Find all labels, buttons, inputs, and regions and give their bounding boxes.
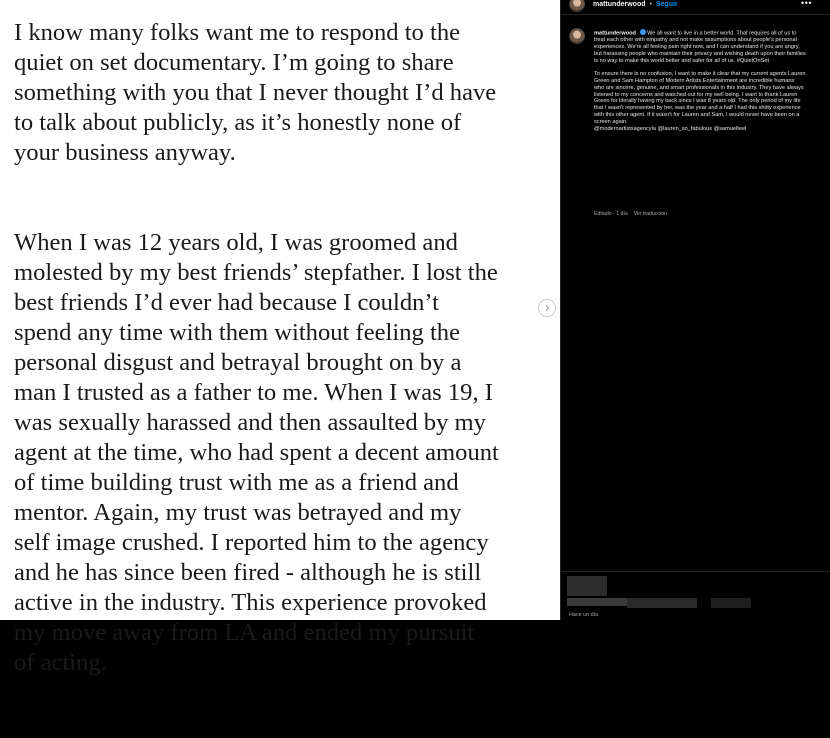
post-text: [14, 0, 554, 738]
caption-mentions[interactable]: @modernartistsagencyla @lauren_so_fabulous @samuelteel: [594, 125, 747, 132]
blurred-likes-3: [711, 598, 751, 608]
avatar[interactable]: [569, 0, 585, 12]
caption-paragraph-1: [594, 29, 806, 64]
caption-username[interactable]: mattunderwood: [594, 30, 636, 37]
caption-meta: [594, 211, 667, 217]
post-time: Hace un día: [569, 612, 599, 618]
verified-badge-icon: [640, 29, 646, 35]
follow-button[interactable]: Seguir: [655, 1, 678, 8]
chevron-right-icon: [543, 304, 551, 312]
blurred-action-bar: [567, 576, 607, 596]
header-divider: [561, 14, 830, 15]
blurred-likes: [567, 598, 627, 606]
more-horizontal-icon[interactable]: •••: [801, 0, 812, 8]
post-paragraph-2: When I was 12 years old, I was groomed and molested by my best friends’ stepfather. I lost the best friends I’d ever had because I couldn’t spend any time with them without feeling the personal disgust and betrayal brought on by a man I trusted as a father to me. When I was 19, I was sexually harassed and then assaulted by my agent at the time, who had spent a decent amount of time building trust with me as a friend and mentor. Again, my trust was betrayed and my self image crushed. I reported him to the agency and he has since been fired - although he is still active in the industry. This experience provoked my move away from LA and ended my pursuit of acting.: [14, 229, 499, 676]
post-side-panel: [560, 0, 829, 620]
caption-text-2: To ensure there is no confusion, I want to make it clear that my current agents Lauren Green and Sam Hampton of Modern Artists Entertainment are incredible humans who are sincere, genuine, and smart professionals in this industry. They have always listened to my concerns and watched out for my well being. I want to thank Lauren Green for literally having my back since I was 8 years old. The only period of my life that I wasn't represented by her, was the year and a half I had this shitty experience with this other agent. If it wasn't for Lauren and Sam, I would never have been on a screen again.: [594, 71, 806, 125]
edited-label: Editado · 1 día: [594, 211, 628, 217]
see-translation-link[interactable]: Ver traducción: [633, 211, 667, 217]
caption-text-1: We all want to live in a better world. That requires all of us to treat each other with empathy and not make assumptions about people's personal experiences. We're all feeling pain right now, and I can understand if you are angry, but harassing people who maintain their privacy and wishing death upon their families is no way to make this world better and safer for all of us. #QuietOnSet: [594, 30, 806, 64]
header-user-line: [593, 0, 678, 9]
caption-avatar[interactable]: [569, 28, 585, 44]
caption: [594, 29, 806, 139]
footer-divider: [561, 571, 830, 572]
blurred-likes-2: [627, 598, 697, 608]
header-username[interactable]: mattunderwood: [593, 1, 646, 8]
post-header: [561, 0, 830, 14]
post-paragraph-1: I know many folks want me to respond to the quiet on set documentary. I’m going to share something with you that I never thought I’d have to talk about publicly, as it’s honestly none of your business anyway.: [14, 19, 497, 166]
header-separator: •: [649, 1, 652, 8]
next-slide-button[interactable]: [538, 299, 556, 317]
caption-paragraph-2: [594, 71, 806, 132]
